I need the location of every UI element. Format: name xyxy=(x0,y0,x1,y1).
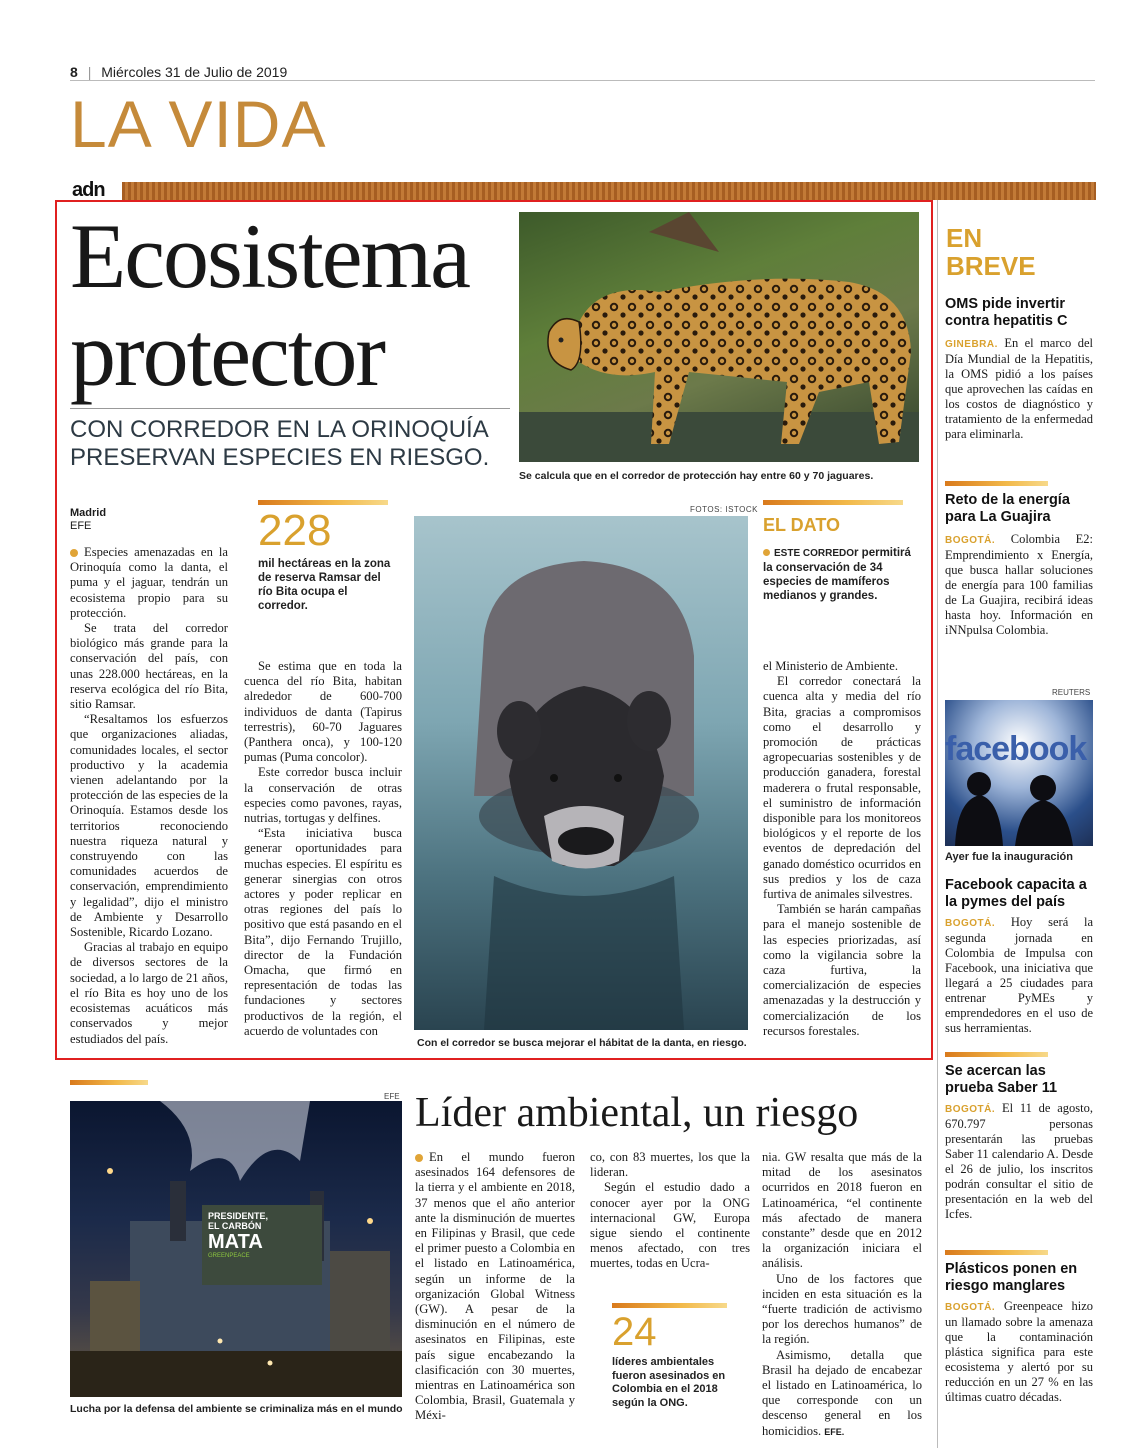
brief-title: Se acercan las prueba Saber 11 xyxy=(945,1063,1058,1096)
bullet-icon xyxy=(763,549,770,556)
stat-number: 228 xyxy=(258,506,332,555)
stat-box-228 xyxy=(258,500,408,613)
facebook-photo-credit: REUTERS xyxy=(1052,688,1091,697)
main-column-3: el Ministerio de Ambiente. El corredor conectará la cuenca alta y media del río Bita, gracias a compromisos como el desarrollo y promoción de prácticas agropecuarias sostenibles y de producción ganadera, forestal maderera o frutal responsable, el suministro de información disponible para los monitoreos biológicos y el reporte de los eventos de depredación del ganado doméstico ocurridos en sus predios y los de caza furtiva de animales silvestres. También se harán campañas para el manejo sostenible de las especies priorizadas, así como la vigilancia sobre la caza furtiva, la comercialización de especies amenazadas y la destrucción y comercialización de los recursos forestales. xyxy=(763,659,921,1038)
tapir-caption: Con el corredor se busca mejorar el hábitat de la danta, en riesgo. xyxy=(417,1037,747,1049)
coal-plant-caption: Lucha por la defensa del ambiente se criminaliza más en el mundo xyxy=(70,1403,403,1415)
byline: Madrid EFE xyxy=(70,507,107,532)
coal-plant-photo xyxy=(70,1101,402,1397)
page-header: 8 | Miércoles 31 de Julio de 2019 xyxy=(70,64,288,80)
stat-text: líderes ambientales fueron asesinados en Colombia en el 2018 según la ONG. xyxy=(612,1356,726,1409)
jaguar-caption: Se calcula que en el corredor de protección hay entre 60 y 70 jaguares. xyxy=(519,470,874,482)
section-rule xyxy=(122,182,1096,200)
en-breve-label: EN BREVE xyxy=(946,223,1036,281)
facebook-image-text: facebook xyxy=(945,730,1087,768)
brief-title: Reto de la energía para La Guajira xyxy=(945,492,1070,525)
bullet-icon xyxy=(70,549,78,557)
main-column-2: Se estima que en toda la cuenca del río Bita, habitan alrededor de 600-700 individuos de danta (Tapirus terrestris), 60-70 Jaguares (Panthera onca), y 100-120 pumas (Puma concolor). Este corredor busca incluir la conservación de otras especies como pavones, rayas, nutrias, tortugas y delfines. “Esta iniciativa busca generar oportunidades para muchas especies. El espíritu es generar sinergias con otros actores y poder replicar en otras regiones del país lo positivo que está pasando en el Bita”, dijo Fernando Trujillo, director de la Fundación Omacha, que firmó en representación de todas las fundaciones y sectores productivos de la región, el acuerdo de voluntades con xyxy=(244,659,402,1038)
brief-title: OMS pide invertir contra hepatitis C xyxy=(945,296,1068,329)
jaguar-photo xyxy=(519,212,919,462)
brief-item: Reto de la energía para La Guajira BOGOTÁ. Colombia E2: Emprendimiento x Energía, que busca hallar soluciones de energía para 100 familias de La Guajira, recibirá ideas hasta hoy. Información en iNNpulsa Colombia. xyxy=(945,492,1093,637)
el-dato-text: r permitirá la conservación de 34 especies de mamíferos medianos y grandes. xyxy=(763,547,911,602)
bullet-icon xyxy=(415,1154,423,1162)
page-number: 8 xyxy=(70,64,78,80)
billboard: PRESIDENTE, EL CARBÓN MATA GREENPEACE xyxy=(202,1205,322,1285)
second-column-2: co, con 83 muertes, los que la lideran. Según el estudio dado a conocer ayer por la ONG internacional GW, Europa sigue siendo el continente menos afectado, con tres muertes, todas en Ucra- xyxy=(590,1150,750,1271)
stat-text: mil hectáreas en la zona de reserva Ramsar del río Bita ocupa el corredor. xyxy=(258,558,391,612)
facebook-caption: Ayer fue la inauguración xyxy=(945,851,1073,863)
adn-logo: adn xyxy=(72,179,105,201)
stat-number: 24 xyxy=(612,1310,657,1354)
second-column-3: nia. GW resalta que más de la mitad de los asesinatos ocurridos en 2018 fueron en Latinoamérica, “el continente más afectado de manera constante” desde que en 2012 la organización iniciara el análisis. Uno de los factores que inciden en esta situación es la “fuerte tradición de activismo por los derechos humanos” de la región. Asimismo, detalla que Brasil ha dejado de encabezar el listado en Latinoamérica, lo que corresponde con un descenso general en los homicidios. EFE. xyxy=(762,1150,922,1438)
second-column-1: En el mundo fueron asesinados 164 defensores de la tierra y el ambiente en 2018, 37 menos que el año anterior ante la disminución de muertes en Filipinas y Brasil, que cede el primer puesto a Colombia en el listado en Latinoamérica, según un informe de la organización Global Witness (GW). A pesar de la disminución en el número de asesinatos en Filipinas, este país sigue encabezando la clasificación con 30 muertes, mientras en Latinoamérica son Colombia, Brasil, Guatemala y Méxi- xyxy=(415,1150,575,1423)
second-headline: Líder ambiental, un riesgo xyxy=(415,1090,859,1136)
tapir-photo xyxy=(414,516,748,1030)
main-headline: Ecosistema protector xyxy=(70,205,469,405)
brief-item: OMS pide invertir contra hepatitis C GINEBRA. En el marco del Día Mundial de la Hepatitis, la OMS pidió a los países que aprovechen las caídas en los costos de diagnóstico y tratamiento de la enfermedad para eliminarla. xyxy=(945,296,1093,441)
brief-title: Facebook capacita a la pymes del país xyxy=(945,877,1087,910)
el-dato-box xyxy=(763,500,923,603)
main-column-1: Especies amenazadas en la Orinoquía como la danta, el puma y el jaguar, tendrán un ecosistema propio para su protección. Se trata del corredor biológico más grande para la conservación del país, con unas 228.000 hectáreas, en la reserva ecológica del río Bita, sitio Ramsar. “Resaltamos los esfuerzos que organizaciones aliadas, comunidades locales, el sector productivo y la academia vienen adelantando por la protección de las especies de la Orinoquía. Estamos desde los territorios reconociendo nuestra riqueza natural y construyendo con las comunidades acuerdos de conservación, emprendimiento y legalidad”, dijo el ministro de Ambiente y Desarrollo Sostenible, Ricardo Lozano. Gracias al trabajo en equipo de diversos sectores de la sociedad, a lo largo de 21 años, el río Bita es hoy uno de los ecosistemas acuáticos más conservados y mejor estudiados del país. xyxy=(70,545,228,1046)
facebook-photo xyxy=(945,700,1093,846)
brief-item: Se acercan las prueba Saber 11 BOGOTÁ. El 11 de agosto, 670.797 personas presentarán las pruebas Saber 11 calendario A. Desde el 26 de julio, los inscritos podrán consultar el sitio de presentación en la web del Icfes. xyxy=(945,1063,1093,1221)
photo-credit: FOTOS: ISTOCK xyxy=(690,505,758,514)
section-title: LA VIDA xyxy=(70,87,327,161)
brief-place: BOGOTÁ. xyxy=(945,535,996,546)
brief-item: Facebook capacita a la pymes del país BOGOTÁ. Hoy será la segunda jornada en Colombia de Impulsa con Facebook, una iniciativa que llegará a 25 ciudades para entrenar PyMEs y emprendedores en el uso de sus herramientas. xyxy=(945,877,1093,1035)
brief-item: Plásticos ponen en riesgo manglares BOGOTÁ. Greenpeace hizo un llamado sobre la amenaza que la contaminación plástica significa para este ecosistema y alertó por su reducción en un 27 % en las últimas cuatro décadas. xyxy=(945,1261,1094,1404)
brief-place: BOGOTÁ. xyxy=(945,1104,996,1115)
brief-place: BOGOTÁ. xyxy=(945,918,996,929)
brief-place: BOGOTÁ. xyxy=(945,1302,996,1313)
second-sign: EFE. xyxy=(824,1426,845,1437)
page-date: Miércoles 31 de Julio de 2019 xyxy=(101,64,288,80)
brief-place: GINEBRA. xyxy=(945,339,998,350)
stat-box-24 xyxy=(612,1303,732,1410)
el-dato-lead: ESTE CORREDO xyxy=(774,548,855,559)
efe-photo-credit: EFE xyxy=(384,1092,400,1101)
brief-title: Plásticos ponen en riesgo manglares xyxy=(945,1261,1078,1294)
el-dato-label: EL DATO xyxy=(763,515,841,535)
main-subhead: CON CORREDOR EN LA ORINOQUÍA PRESERVAN ESPECIES EN RIESGO. xyxy=(70,416,490,471)
